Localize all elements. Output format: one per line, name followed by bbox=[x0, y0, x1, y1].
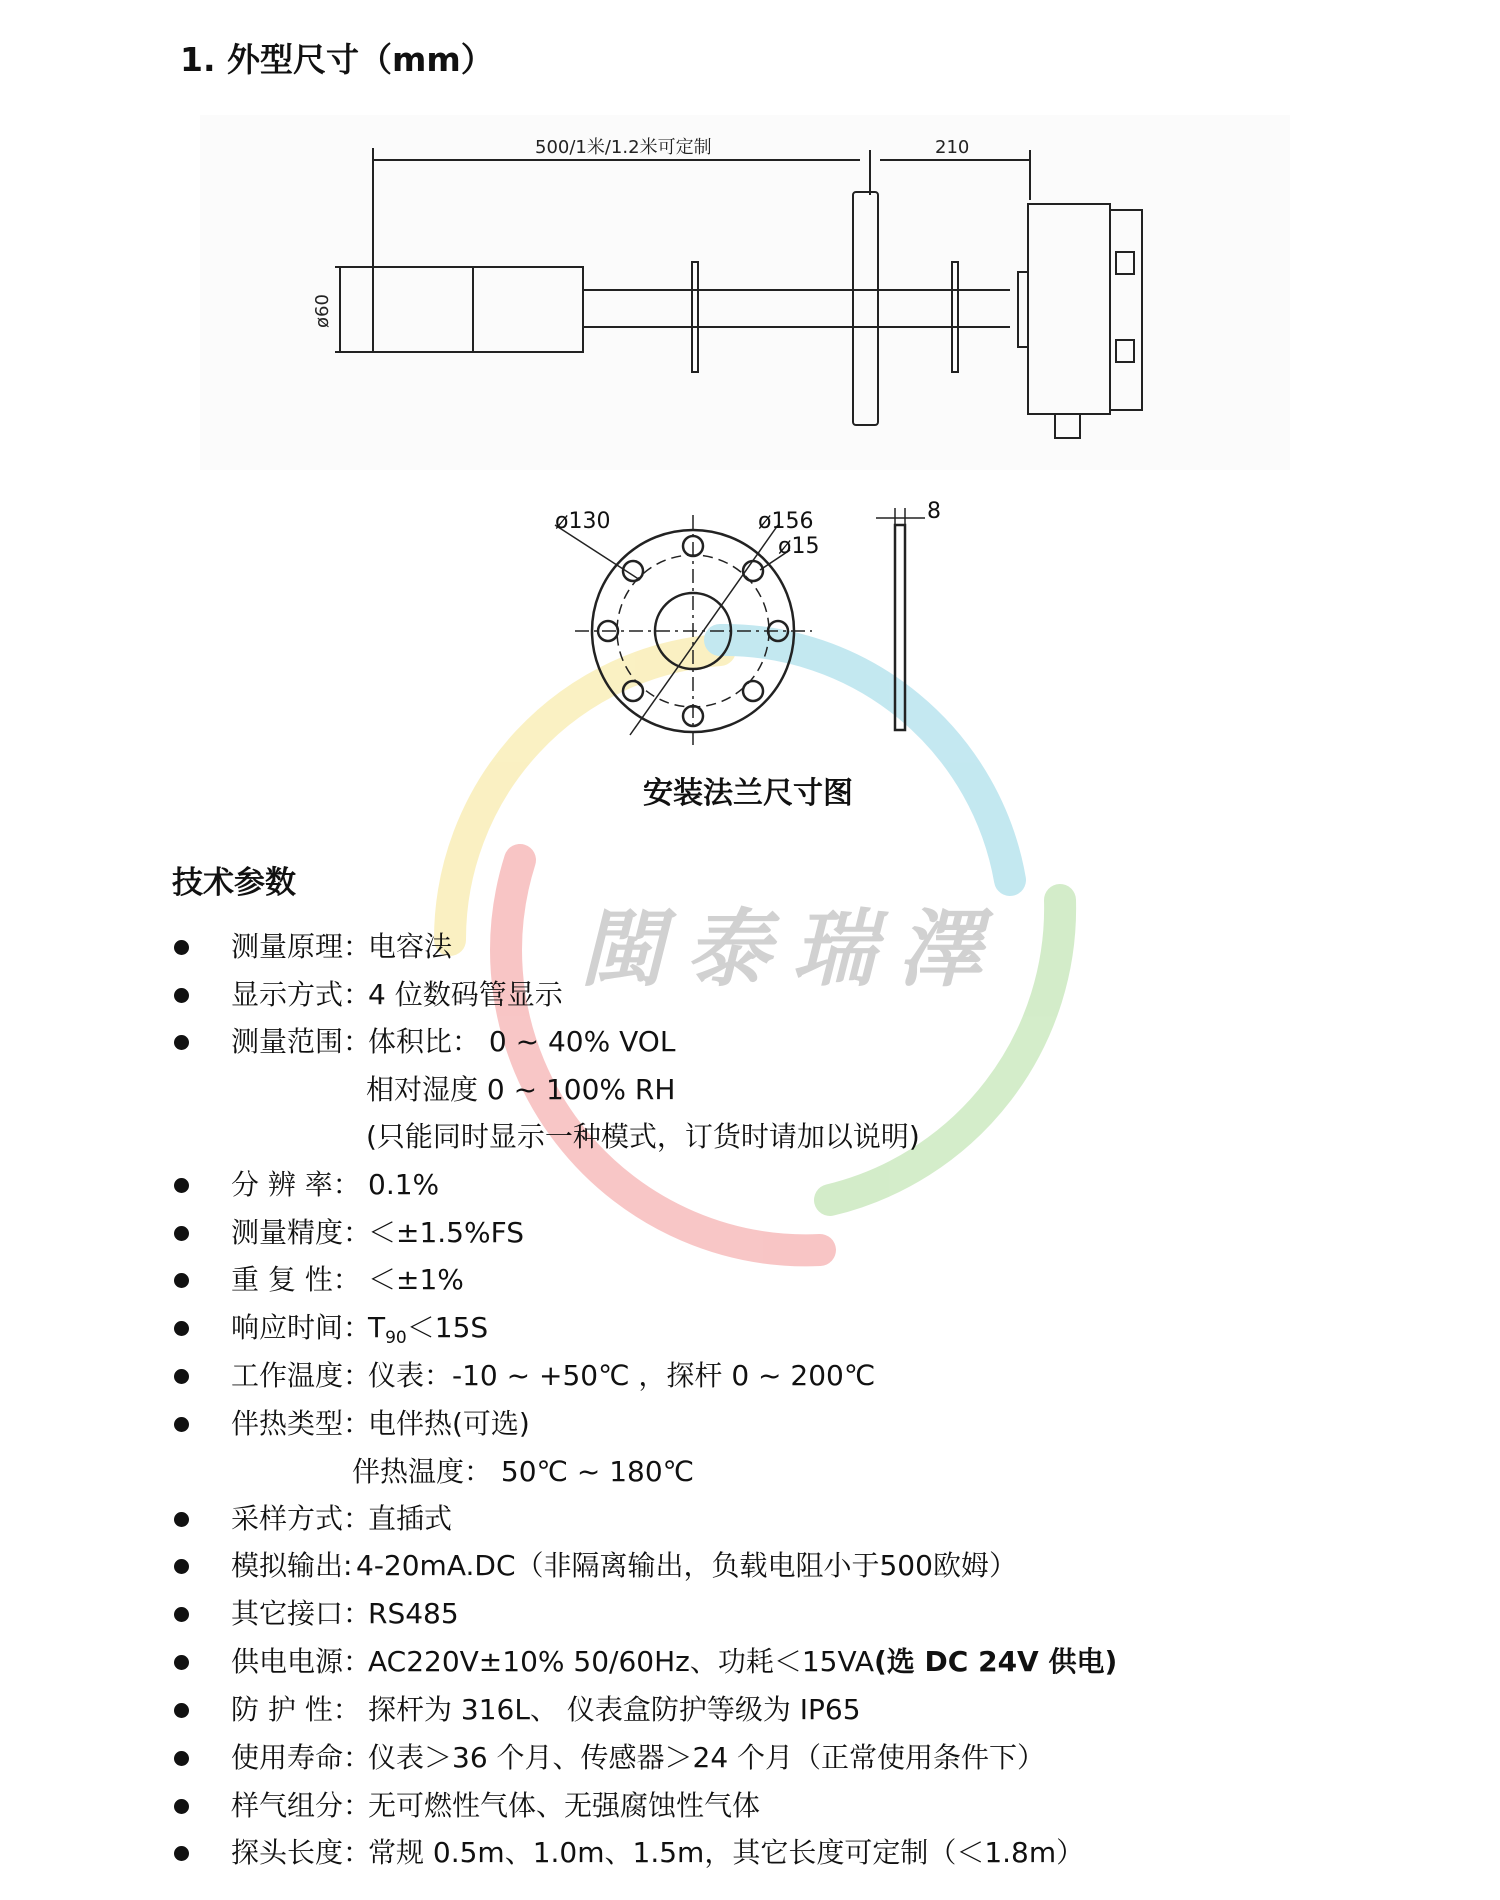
param-label: 显示方式： bbox=[231, 978, 372, 1011]
bullet bbox=[174, 1369, 189, 1384]
bullet bbox=[174, 1799, 189, 1814]
param-value: 仪表：-10 ~ +50℃ ，探杆 0 ~ 200℃ bbox=[368, 1359, 876, 1392]
bullet bbox=[174, 1607, 189, 1622]
param-label: 测量范围： bbox=[231, 1025, 372, 1058]
bullet bbox=[174, 1417, 189, 1432]
bullet bbox=[174, 1512, 189, 1527]
param-value: 4 位数码管显示 bbox=[368, 978, 563, 1011]
param-value: 仪表＞36 个月、传感器＞24 个月（正常使用条件下） bbox=[368, 1741, 1046, 1774]
param-value: 常规 0.5m、1.0m、1.5m，其它长度可定制（＜1.8m） bbox=[368, 1836, 1085, 1869]
bullet bbox=[174, 1321, 189, 1336]
param-value: 无可燃性气体、无强腐蚀性气体 bbox=[368, 1789, 761, 1822]
param-value: 电伴热(可选) bbox=[368, 1407, 530, 1440]
watermark-text: 閩泰瑞澤 bbox=[580, 899, 1005, 998]
param-label: 使用寿命： bbox=[231, 1741, 372, 1774]
param-label: 分 辨 率： bbox=[231, 1168, 361, 1201]
param-label: 防 护 性： bbox=[231, 1693, 361, 1726]
param-label: 探头长度： bbox=[231, 1836, 372, 1869]
dim-box: 210 bbox=[935, 137, 970, 158]
param-value: AC220V±10% 50/60Hz、功耗＜15VA(选 DC 24V 供电) bbox=[368, 1645, 1118, 1678]
dim-diameter: ø60 bbox=[312, 294, 333, 328]
param-label: 工作温度： bbox=[231, 1359, 372, 1392]
bullet bbox=[174, 1655, 189, 1670]
param-value: ＜±1% bbox=[368, 1263, 464, 1296]
bullet bbox=[174, 988, 189, 1003]
bullet bbox=[174, 940, 189, 955]
param-value-note: (只能同时显示一种模式，订货时请加以说明) bbox=[366, 1120, 920, 1153]
param-label: 样气组分： bbox=[231, 1789, 372, 1822]
param-value: ＜±1.5%FS bbox=[368, 1216, 524, 1249]
bullet bbox=[174, 1751, 189, 1766]
dim-length: 500/1米/1.2米可定制 bbox=[535, 137, 712, 158]
param-value: 探杆为 316L、 仪表盒防护等级为 IP65 bbox=[368, 1693, 861, 1726]
param-value: RS485 bbox=[368, 1597, 459, 1630]
bullet bbox=[174, 1035, 189, 1050]
param-value: 4-20mA.DC（非隔离输出，负载电阻小于500欧姆） bbox=[356, 1549, 1017, 1582]
param-value-extra: 相对湿度 0 ~ 100% RH bbox=[366, 1073, 676, 1106]
param-label: 测量精度： bbox=[231, 1216, 372, 1249]
param-label: 响应时间： bbox=[231, 1311, 372, 1344]
param-value: 电容法 bbox=[368, 930, 453, 963]
flange-d130: ø130 bbox=[555, 509, 611, 534]
param-value: $T_{90}<15S$ bbox=[368, 1311, 489, 1348]
param-value: 直插式 bbox=[368, 1502, 453, 1535]
flange-d15: ø15 bbox=[778, 534, 820, 559]
param-label: 模拟输出: bbox=[231, 1549, 353, 1582]
param-label: 重 复 性： bbox=[231, 1263, 361, 1296]
bullet bbox=[174, 1273, 189, 1288]
section-title: 1. 外型尺寸（mm） bbox=[180, 40, 494, 79]
param-label: 测量原理： bbox=[231, 930, 372, 963]
param-value: 0.1% bbox=[368, 1168, 440, 1201]
param-label: 供电电源： bbox=[231, 1645, 372, 1678]
flange-thickness: 8 bbox=[927, 499, 941, 524]
bullet bbox=[174, 1559, 189, 1574]
param-label: 其它接口： bbox=[231, 1597, 372, 1630]
params-title: 技术参数 bbox=[172, 865, 296, 901]
param-value-extra: 伴热温度： 50℃ ~ 180℃ bbox=[352, 1455, 695, 1488]
param-label: 伴热类型： bbox=[231, 1407, 372, 1440]
bullet bbox=[174, 1703, 189, 1718]
param-value: 体积比： 0 ~ 40% VOL bbox=[368, 1025, 676, 1058]
flange-d156: ø156 bbox=[758, 509, 814, 534]
flange-caption: 安装法兰尺寸图 bbox=[643, 776, 853, 811]
bullet bbox=[174, 1846, 189, 1861]
param-label: 采样方式： bbox=[231, 1502, 372, 1535]
bullet bbox=[174, 1178, 189, 1193]
bullet bbox=[174, 1226, 189, 1241]
